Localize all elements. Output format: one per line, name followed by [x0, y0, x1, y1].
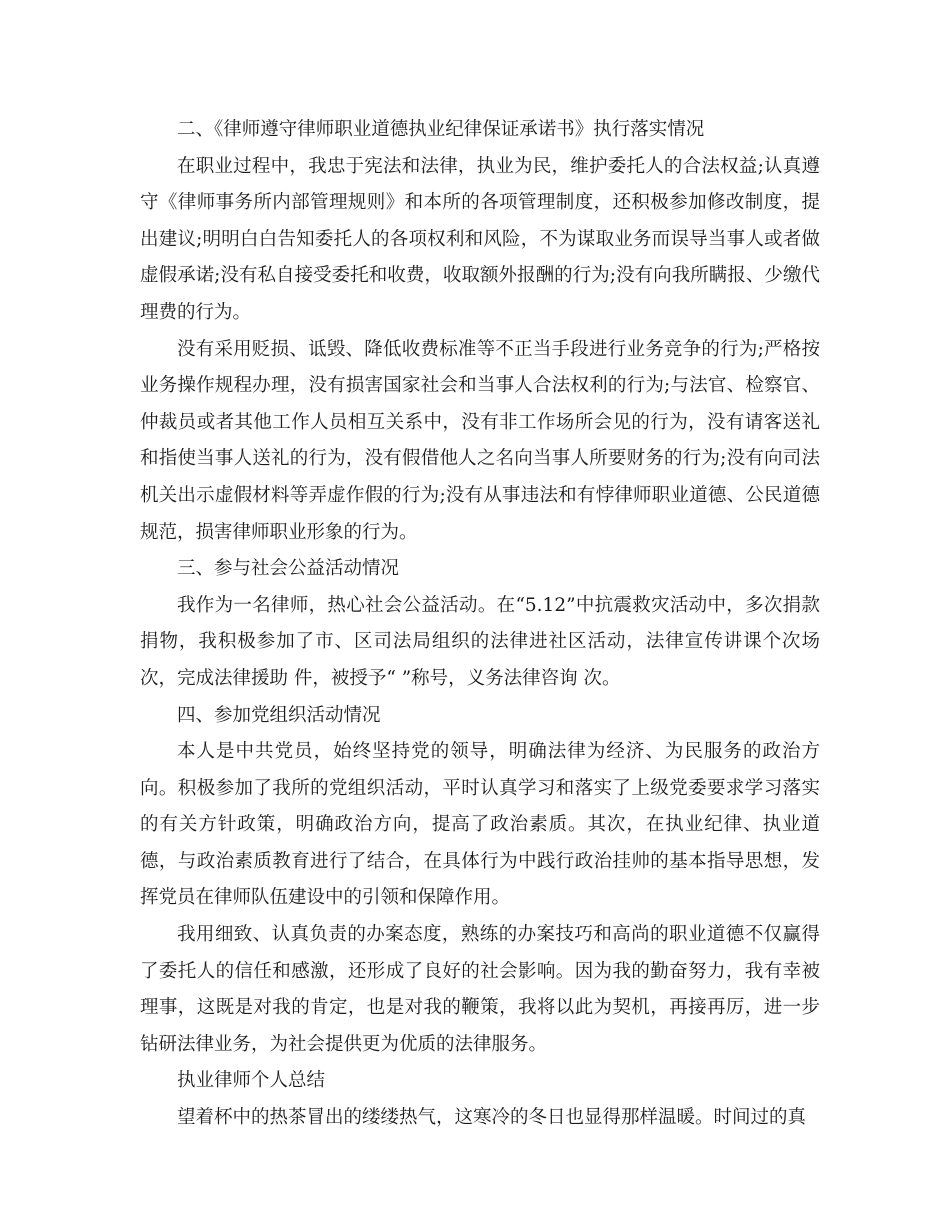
paragraph-opening: 望着杯中的热茶冒出的缕缕热气，这寒冷的冬日也显得那样温暖。时间过的真	[177, 1107, 807, 1129]
document-body	[140, 112, 820, 1137]
paragraph-reputation: 我用细致、认真负责的办案态度，熟练的办案技巧和高尚的职业道德不仅赢得了委托人的信任和感激，还形成了良好的社会影响。因为我的勤奋努力，我有幸被理事，这既是对我的肯定，也是对我的鞭策，我将以此为契机，再接再厉，进一步钻研法律业务，为社会提供更为优质的法律服务。	[140, 924, 820, 1055]
paragraph-public-welfare: 我作为一名律师，热心社会公益活动。在“5.12”中抗震救灾活动中，多次捐款捐物，我积极参加了市、区司法局组织的法律进社区活动，法律宣传讲课个次场次，完成法律援助 件，被授予“ ”称号，义务法律咨询 次。	[140, 594, 820, 689]
paragraph-conduct: 没有采用贬损、诋毁、降低收费标准等不正当手段进行业务竞争的行为;严格按业务操作规程办理，没有损害国家社会和当事人合法权利的行为;与法官、检察官、仲裁员或者其他工作人员相互关系中，没有非工作场所会见的行为，没有请客送礼和指使当事人送礼的行为，没有假借他人之名向当事人所要财务的行为;没有向司法机关出示虚假材料等弄虚作假的行为;没有从事违法和有悖律师职业道德、公民道德规范，损害律师职业形象的行为。	[140, 338, 820, 543]
section-heading-4: 四、参加党组织活动情况	[177, 704, 381, 726]
paragraph-loyalty: 在职业过程中，我忠于宪法和法律，执业为民，维护委托人的合法权益;认真遵守《律师事务所内部管理规则》和本所的各项管理制度，还积极参加修改制度，提出建议;明明白白告知委托人的各项权利和风险，不为谋取业务而误导当事人或者做虚假承诺;没有私自接受委托和收费，收取额外报酬的行为;没有向我所瞒报、少缴代理费的行为。	[140, 155, 820, 323]
section-heading-2: 二、《律师遵守律师职业道德执业纪律保证承诺书》执行落实情况	[177, 119, 705, 140]
summary-title: 执业律师个人总结	[177, 1070, 326, 1092]
paragraph-party: 本人是中共党员，始终坚持党的领导，明确法律为经济、为民服务的政治方向。积极参加了我所的党组织活动，平时认真学习和落实了上级党委要求学习落实的有关方针政策，明确政治方向，提高了政治素质。其次，在执业纪律、执业道德，与政治素质教育进行了结合，在具体行为中践行政治挂帅的基本指导思想，发挥党员在律师队伍建设中的引领和保障作用。	[140, 741, 820, 909]
section-heading-3: 三、参与社会公益活动情况	[177, 558, 400, 580]
